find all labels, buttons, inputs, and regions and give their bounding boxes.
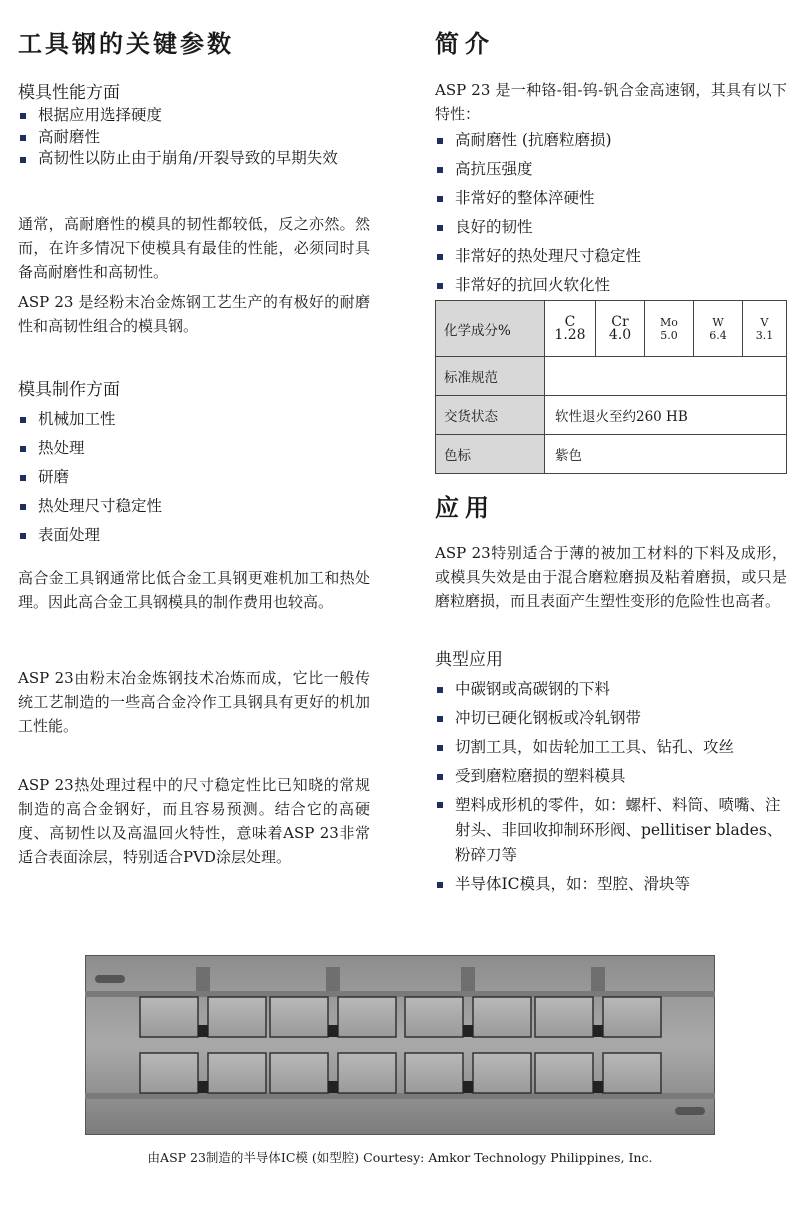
- table-label-color-code: 色标: [436, 435, 545, 474]
- mold-cavity: [270, 1053, 328, 1093]
- properties-list: [435, 126, 787, 300]
- bullet-icon: [20, 533, 26, 539]
- spec-table: [435, 300, 787, 474]
- list-item: 表面处理: [18, 521, 363, 550]
- list-item: 非常好的抗回火软化性: [435, 271, 787, 300]
- list-item: 切割工具，如齿轮加工工具、钻孔、攻丝: [435, 733, 787, 762]
- bullet-icon: [20, 113, 26, 119]
- bullet-icon: [437, 774, 443, 780]
- bullet-icon: [437, 283, 443, 289]
- mold-slot: [326, 967, 340, 991]
- bullet-icon: [437, 882, 443, 888]
- bullet-icon: [437, 716, 443, 722]
- section-heading-manufacturing: 模具制作方面: [18, 380, 120, 400]
- mold-cavity: [405, 1053, 463, 1093]
- bullet-icon: [437, 802, 443, 808]
- bullet-icon: [437, 196, 443, 202]
- list-item: 机械加工性: [18, 405, 363, 434]
- bullet-icon: [437, 687, 443, 693]
- table-label-chemical: 化学成分%: [436, 301, 545, 357]
- mold-cavity: [338, 1053, 396, 1093]
- mold-slot: [461, 967, 475, 991]
- manufacturing-list: [18, 405, 363, 550]
- mold-cavity: [208, 997, 266, 1037]
- mold-gate: [198, 1081, 208, 1093]
- list-item: 热处理: [18, 434, 363, 463]
- paragraph-cost: 高合金工具钢通常比低合金工具钢更难机加工和热处理。因此高合金工具钢模具的制作费用也较高。: [18, 569, 370, 611]
- list-item: 塑料成形机的零件，如：螺杆、料筒、喷嘴、注射头、非回收抑制环形阀、pellitiser blades、粉碎刀等: [435, 791, 787, 870]
- bullet-icon: [20, 417, 26, 423]
- bullet-icon: [437, 167, 443, 173]
- bullet-icon: [20, 135, 26, 141]
- bullet-icon: [20, 157, 26, 163]
- mold-slot: [591, 967, 605, 991]
- mold-cavity: [473, 997, 531, 1037]
- table-value-delivery: 软性退火至约260 HB: [545, 396, 787, 435]
- mold-gate: [328, 1025, 338, 1037]
- mold-cavity: [473, 1053, 531, 1093]
- application-text: ASP 23特别适合于薄的被加工材料的下料及成形，或模具失效是由于混合磨粒磨损及粘着磨损，或只是磨粒磨损，而且表面产生塑性变形的危险性也高者。: [435, 544, 787, 610]
- mold-gate: [593, 1025, 603, 1037]
- mold-cavity: [140, 997, 198, 1037]
- mold-cavity: [603, 1053, 661, 1093]
- bullet-icon: [437, 745, 443, 751]
- element-molybdenum: Mo 5.0: [645, 301, 694, 356]
- bullet-icon: [20, 504, 26, 510]
- list-item: 高抗压强度: [435, 155, 787, 184]
- bullet-icon: [437, 225, 443, 231]
- list-item: 高韧性以防止由于崩角/开裂导致的早期失效: [18, 148, 358, 168]
- bullet-icon: [20, 446, 26, 452]
- mold-gate: [593, 1081, 603, 1093]
- table-value-standard: [545, 357, 787, 396]
- page-title: 工具钢的关键参数: [18, 29, 234, 58]
- list-item: 半导体IC模具，如：型腔、滑块等: [435, 870, 787, 899]
- list-item: 冲切已硬化钢板或冷轧钢带: [435, 704, 787, 733]
- list-item: 中碳钢或高碳钢的下料: [435, 675, 787, 704]
- table-label-standard: 标准规范: [436, 357, 545, 396]
- list-item: 根据应用选择硬度: [18, 104, 363, 126]
- section-heading-performance: 模具性能方面: [18, 83, 120, 103]
- mold-cavity: [535, 1053, 593, 1093]
- mold-cavity: [140, 1053, 198, 1093]
- list-item: 研磨: [18, 463, 363, 492]
- application-title: 应用: [435, 493, 495, 522]
- element-carbon: C 1.28: [545, 301, 596, 356]
- photo-caption: 由ASP 23制造的半导体IC模 (如型腔) Courtesy: Amkor Technology Philippines, Inc.: [147, 1150, 653, 1165]
- element-chromium: Cr 4.0: [596, 301, 645, 356]
- chemical-composition-cell: [545, 301, 787, 357]
- mold-cavity: [405, 997, 463, 1037]
- list-item: 良好的韧性: [435, 213, 787, 242]
- table-row: [436, 357, 787, 396]
- mold-cavity: [338, 997, 396, 1037]
- mold-cavity: [270, 997, 328, 1037]
- performance-list: [18, 104, 363, 168]
- paragraph-asp23-intro: ASP 23 是经粉末冶金炼钢工艺生产的有极好的耐磨性和高韧性组合的模具钢。: [18, 293, 370, 335]
- element-tungsten: W 6.4: [694, 301, 743, 356]
- bullet-icon: [437, 254, 443, 260]
- list-item: 受到磨粒磨损的塑料模具: [435, 762, 787, 791]
- list-item: 非常好的整体淬硬性: [435, 184, 787, 213]
- intro-title: 简介: [435, 29, 495, 58]
- mold-gate: [463, 1081, 473, 1093]
- table-value-color-code: 紫色: [545, 435, 787, 474]
- mold-slot: [196, 967, 210, 991]
- list-item: 非常好的热处理尺寸稳定性: [435, 242, 787, 271]
- bullet-icon: [20, 475, 26, 481]
- bullet-icon: [437, 138, 443, 144]
- list-item: 高耐磨性: [18, 126, 363, 148]
- mold-gate: [463, 1025, 473, 1037]
- paragraph-machinability: ASP 23由粉末冶金炼钢技术冶炼而成，它比一般传统工艺制造的一些高合金冷作工具钢具有更好的机加工性能。: [18, 669, 370, 735]
- table-row: [436, 435, 787, 474]
- mold-cavity: [208, 1053, 266, 1093]
- element-vanadium: V 3.1: [755, 315, 774, 342]
- table-row: [436, 301, 787, 357]
- mold-cavity: [603, 997, 661, 1037]
- paragraph-stability: ASP 23热处理过程中的尺寸稳定性比已知晓的常规制造的高合金钢好，而且容易预测。结合它的高硬度、高韧性以及高温回火特性，意味着ASP 23非常适合表面涂层，特别适合PVD涂层处理。: [18, 776, 370, 866]
- table-label-delivery: 交货状态: [436, 396, 545, 435]
- mold-cavity: [535, 997, 593, 1037]
- table-row: [436, 396, 787, 435]
- ic-mold-photo: [85, 955, 715, 1135]
- intro-text: ASP 23 是一种铬-钼-钨-钒合金高速钢，其具有以下特性：: [435, 81, 787, 123]
- list-item: 高耐磨性 (抗磨粒磨损): [435, 126, 787, 155]
- ic-mold-illustration: [85, 955, 715, 1135]
- paragraph-toughness: 通常，高耐磨性的模具的韧性都较低，反之亦然。然而，在许多情况下使模具有最佳的性能，必须同时具备高耐磨性和高韧性。: [18, 215, 370, 281]
- mold-gate: [198, 1025, 208, 1037]
- mold-gate: [328, 1081, 338, 1093]
- typical-applications-heading: 典型应用: [435, 650, 503, 670]
- list-item: 热处理尺寸稳定性: [18, 492, 363, 521]
- typical-applications-list: [435, 675, 787, 899]
